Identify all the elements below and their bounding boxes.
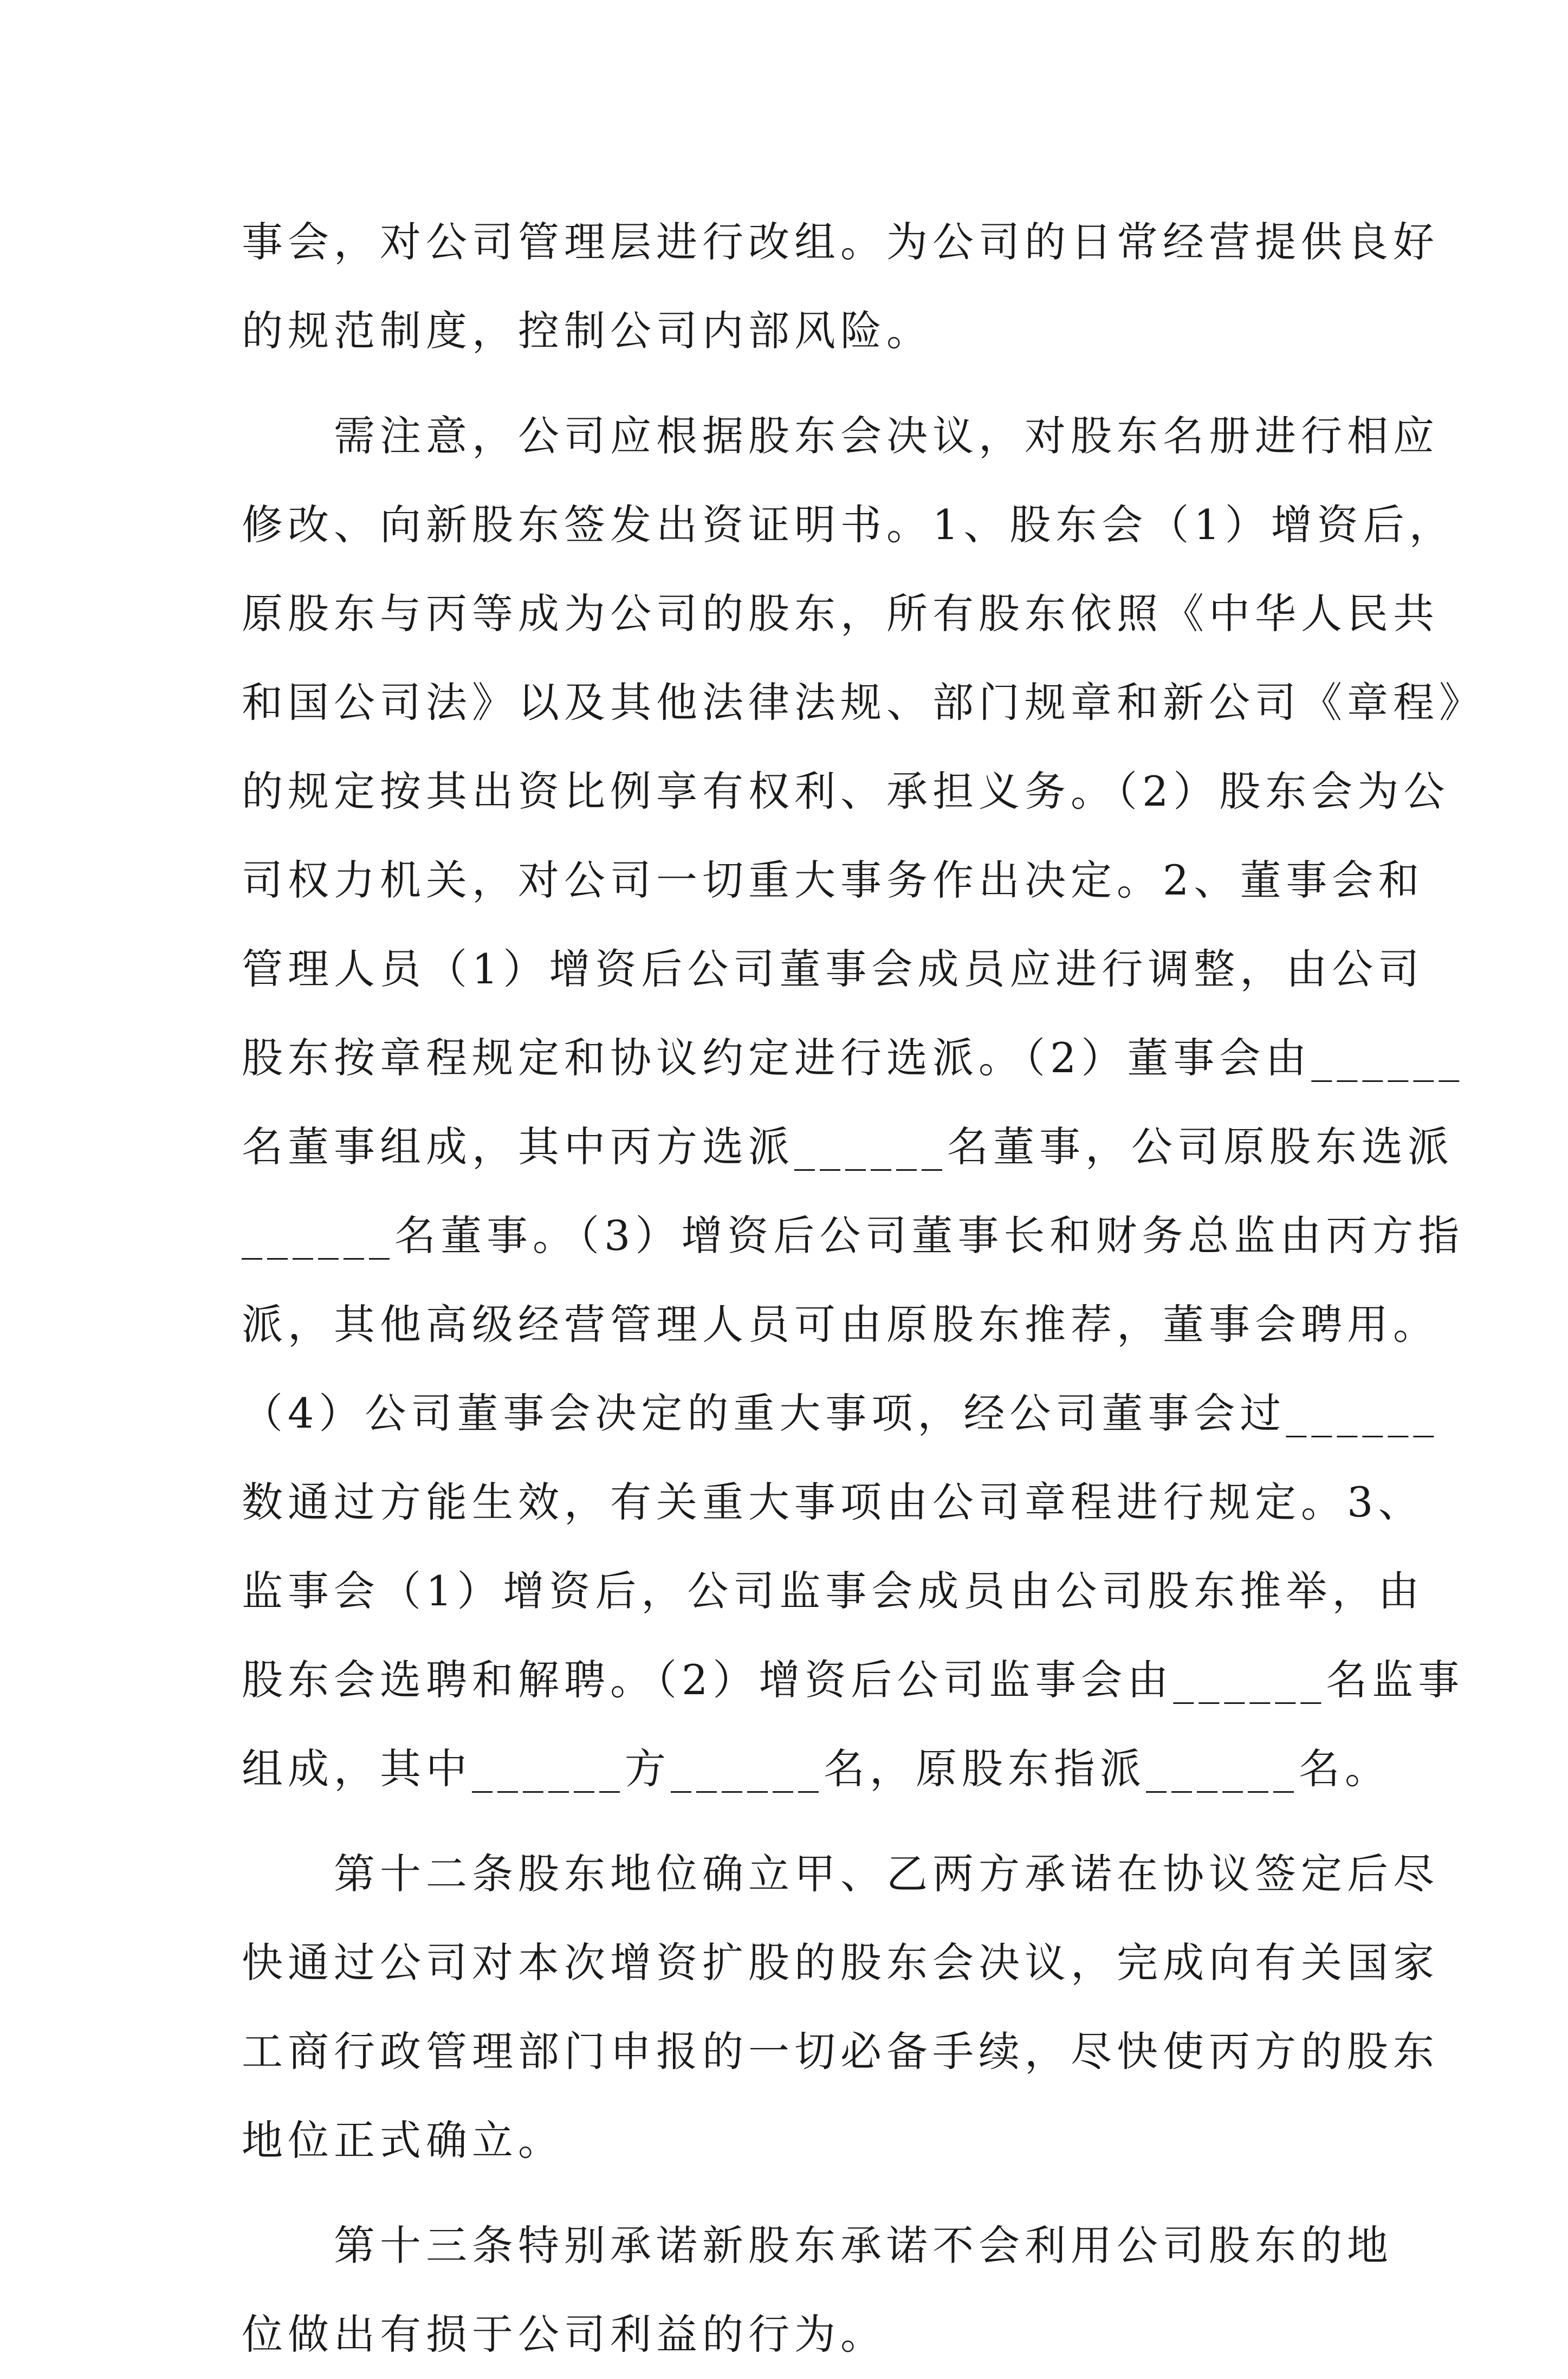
paragraph-gap xyxy=(242,1813,1347,1830)
text-line: 事会，对公司管理层进行改组。为公司的日常经营提供良好 xyxy=(242,218,1439,266)
text-line: 名董事组成，其中丙方选派______名董事，公司原股东选派 xyxy=(242,1123,1454,1171)
text-line: 管理人员（1）增资后公司董事会成员应进行调整，由公司 xyxy=(242,945,1424,993)
text-line: 修改、向新股东签发出资证明书。1、股东会（1）增资后， xyxy=(242,501,1455,549)
text-line: 原股东与丙等成为公司的股东，所有股东依照《中华人民共 xyxy=(242,589,1439,638)
paragraph-gap xyxy=(242,375,1347,392)
text-line: 派，其他高级经营管理人员可由原股东推荐，董事会聘用。 xyxy=(242,1300,1439,1349)
text-line: 股东按章程规定和协议约定进行选派。（2）董事会由______ xyxy=(242,1034,1465,1082)
text-line: 组成，其中______方______名，原股东指派______名。 xyxy=(242,1745,1391,1793)
text-line: 股东会选聘和解聘。（2）增资后公司监事会由______名监事 xyxy=(242,1656,1465,1704)
text-line: 需注意，公司应根据股东会决议，对股东名册进行相应 xyxy=(242,412,1439,460)
paragraph xyxy=(242,198,1439,375)
text-line: （4）公司董事会决定的重大事项，经公司董事会过______ xyxy=(242,1389,1439,1437)
text-line: 和国公司法》以及其他法律法规、部门规章和新公司《章程》 xyxy=(242,678,1485,727)
text-line: 数通过方能生效，有关重大事项由公司章程进行规定。3、 xyxy=(242,1478,1424,1526)
text-line: 第十二条股东地位确立甲、乙两方承诺在协议签定后尽 xyxy=(242,1850,1439,1898)
paragraph-gap xyxy=(242,2185,1347,2201)
text-line: 第十三条特别承诺新股东承诺不会利用公司股东的地 xyxy=(242,2221,1393,2270)
text-line: 监事会（1）增资后，公司监事会成员由公司股东推举，由 xyxy=(242,1567,1424,1615)
text-line: ______名董事。（3）增资后公司董事长和财务总监由丙方指 xyxy=(242,1211,1465,1260)
paragraph xyxy=(242,2201,1393,2379)
text-line: 的规定按其出资比例享有权利、承担义务。（2）股东会为公 xyxy=(242,767,1450,815)
text-line: 工商行政管理部门申报的一切必备手续，尽快使丙方的股东 xyxy=(242,2027,1439,2076)
text-line: 位做出有损于公司利益的行为。 xyxy=(242,2310,886,2358)
document-body xyxy=(242,198,1485,2379)
text-line: 地位正式确立。 xyxy=(242,2116,564,2164)
paragraph xyxy=(242,392,1485,1813)
text-line: 司权力机关，对公司一切重大事务作出决定。2、董事会和 xyxy=(242,856,1424,904)
text-line: 的规范制度，控制公司内部风险。 xyxy=(242,307,932,355)
paragraph xyxy=(242,1830,1439,2185)
text-line: 快通过公司对本次增资扩股的股东会决议，完成向有关国家 xyxy=(242,1939,1439,1987)
